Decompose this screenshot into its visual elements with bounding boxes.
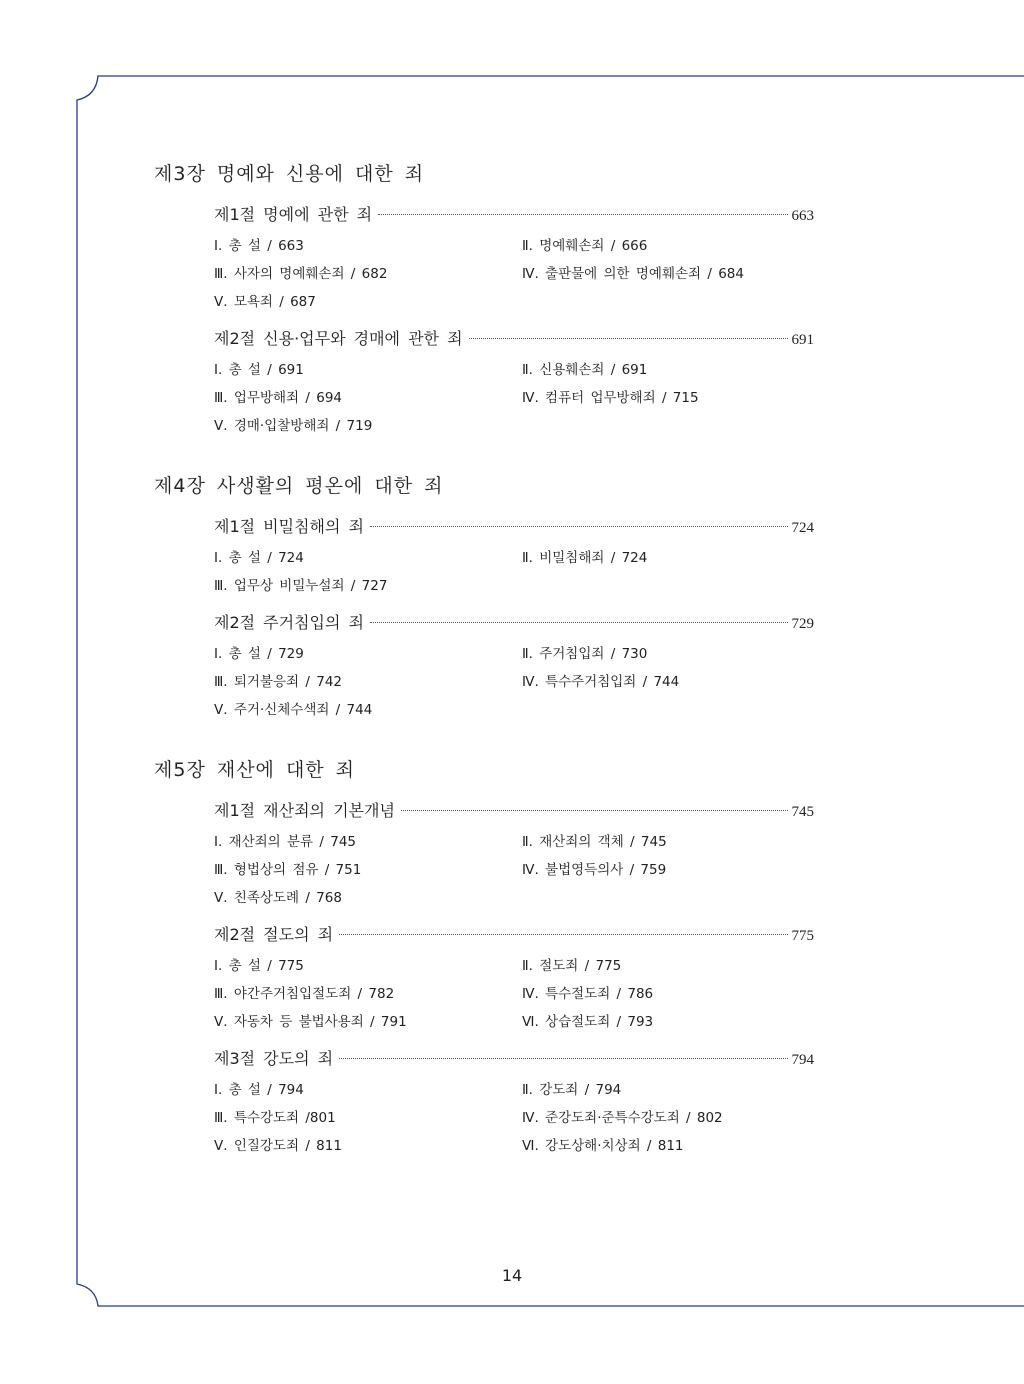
toc-item: Ⅰ. 총 설 / 691: [214, 362, 304, 378]
toc-item: Ⅲ. 야간주거침입절도죄 / 782: [214, 986, 395, 1002]
toc-item: Ⅲ. 형법상의 점유 / 751: [214, 862, 362, 878]
section-items: [214, 640, 814, 724]
section: [214, 200, 814, 316]
toc-item: Ⅱ. 비밀침해죄 / 724: [522, 550, 648, 566]
dot-leader: [370, 526, 788, 527]
table-of-contents: [154, 158, 814, 1190]
toc-item: Ⅲ. 업무방해죄 / 694: [214, 390, 342, 406]
toc-item: Ⅳ. 특수주거침입죄 / 744: [522, 674, 680, 690]
toc-item: Ⅲ. 업무상 비밀누설죄 / 727: [214, 578, 388, 594]
section-items: [214, 232, 814, 316]
toc-item: Ⅲ. 특수강도죄 /801: [214, 1110, 336, 1126]
chapter: [154, 754, 814, 1160]
toc-item: Ⅱ. 재산죄의 객체 / 745: [522, 834, 667, 850]
section-heading: [214, 512, 814, 542]
toc-item: Ⅵ. 강도상해·치상죄 / 811: [522, 1138, 684, 1154]
dot-leader: [339, 1058, 787, 1059]
toc-item: Ⅰ. 총 설 / 729: [214, 646, 304, 662]
toc-item: Ⅵ. 상습절도죄 / 793: [522, 1014, 654, 1030]
section-items: [214, 544, 814, 600]
chapter-title: 제4장 사생활의 평온에 대한 죄: [154, 475, 444, 497]
section: [214, 920, 814, 1036]
toc-item: Ⅴ. 인질강도죄 / 811: [214, 1138, 342, 1154]
chapter: [154, 158, 814, 440]
chapter-title: 제5장 재산에 대한 죄: [154, 759, 356, 781]
toc-item: Ⅰ. 총 설 / 724: [214, 550, 304, 566]
toc-item: Ⅰ. 총 설 / 663: [214, 238, 304, 254]
dot-leader: [370, 622, 788, 623]
section-title: 제1절 비밀침해의 죄: [214, 517, 364, 536]
chapter: [154, 470, 814, 724]
toc-item: Ⅱ. 절도죄 / 775: [522, 958, 622, 974]
page-number: 14: [501, 1266, 523, 1285]
chapter-title: 제3장 명예와 신용에 대한 죄: [154, 163, 425, 185]
toc-item: Ⅱ. 신용훼손죄 / 691: [522, 362, 648, 378]
section: [214, 1044, 814, 1160]
section-items: [214, 952, 814, 1036]
section-heading: [214, 324, 814, 354]
section-page-number: 663: [791, 208, 814, 224]
section-title: 제1절 명예에 관한 죄: [214, 205, 373, 224]
section-page-number: 775: [791, 928, 814, 944]
section-title: 제2절 신용·업무와 경매에 관한 죄: [214, 329, 463, 348]
section-items: [214, 356, 814, 440]
section: [214, 796, 814, 912]
dot-leader: [401, 810, 788, 811]
toc-item: Ⅳ. 컴퓨터 업무방해죄 / 715: [522, 390, 699, 406]
section-items: [214, 1076, 814, 1160]
section-page-number: 794: [791, 1052, 814, 1068]
toc-item: Ⅴ. 친족상도례 / 768: [214, 890, 342, 906]
section-page-number: 691: [791, 332, 814, 348]
toc-item: Ⅱ. 명예훼손죄 / 666: [522, 238, 648, 254]
section-title: 제2절 주거침입의 죄: [214, 613, 364, 632]
section-heading: [214, 920, 814, 950]
toc-item: Ⅳ. 불법영득의사 / 759: [522, 862, 667, 878]
section-heading: [214, 200, 814, 230]
section-items: [214, 828, 814, 912]
toc-item: Ⅲ. 사자의 명예훼손죄 / 682: [214, 266, 388, 282]
section-title: 제2절 절도의 죄: [214, 925, 334, 944]
section: [214, 324, 814, 440]
toc-item: Ⅴ. 자동차 등 불법사용죄 / 791: [214, 1014, 407, 1030]
section-page-number: 729: [791, 616, 814, 632]
section-heading: [214, 1044, 814, 1074]
toc-item: Ⅲ. 퇴거불응죄 / 742: [214, 674, 342, 690]
toc-item: Ⅰ. 총 설 / 775: [214, 958, 304, 974]
section-page-number: 745: [791, 804, 814, 820]
toc-item: Ⅳ. 특수절도죄 / 786: [522, 986, 654, 1002]
toc-item: Ⅴ. 주거·신체수색죄 / 744: [214, 702, 373, 718]
toc-item: Ⅰ. 총 설 / 794: [214, 1082, 304, 1098]
toc-item: Ⅱ. 강도죄 / 794: [522, 1082, 622, 1098]
section: [214, 512, 814, 600]
dot-leader: [378, 214, 787, 215]
toc-item: Ⅴ. 모욕죄 / 687: [214, 294, 316, 310]
toc-item: Ⅴ. 경매·입찰방해죄 / 719: [214, 418, 373, 434]
section: [214, 608, 814, 724]
toc-item: Ⅰ. 재산죄의 분류 / 745: [214, 834, 356, 850]
section-heading: [214, 608, 814, 638]
section-page-number: 724: [791, 520, 814, 536]
toc-item: Ⅳ. 출판물에 의한 명예훼손죄 / 684: [522, 266, 744, 282]
toc-item: Ⅱ. 주거침입죄 / 730: [522, 646, 648, 662]
dot-leader: [469, 338, 788, 339]
section-title: 제1절 재산죄의 기본개념: [214, 801, 395, 820]
section-title: 제3절 강도의 죄: [214, 1049, 334, 1068]
section-heading: [214, 796, 814, 826]
dot-leader: [339, 934, 787, 935]
toc-item: Ⅳ. 준강도죄·준특수강도죄 / 802: [522, 1110, 723, 1126]
